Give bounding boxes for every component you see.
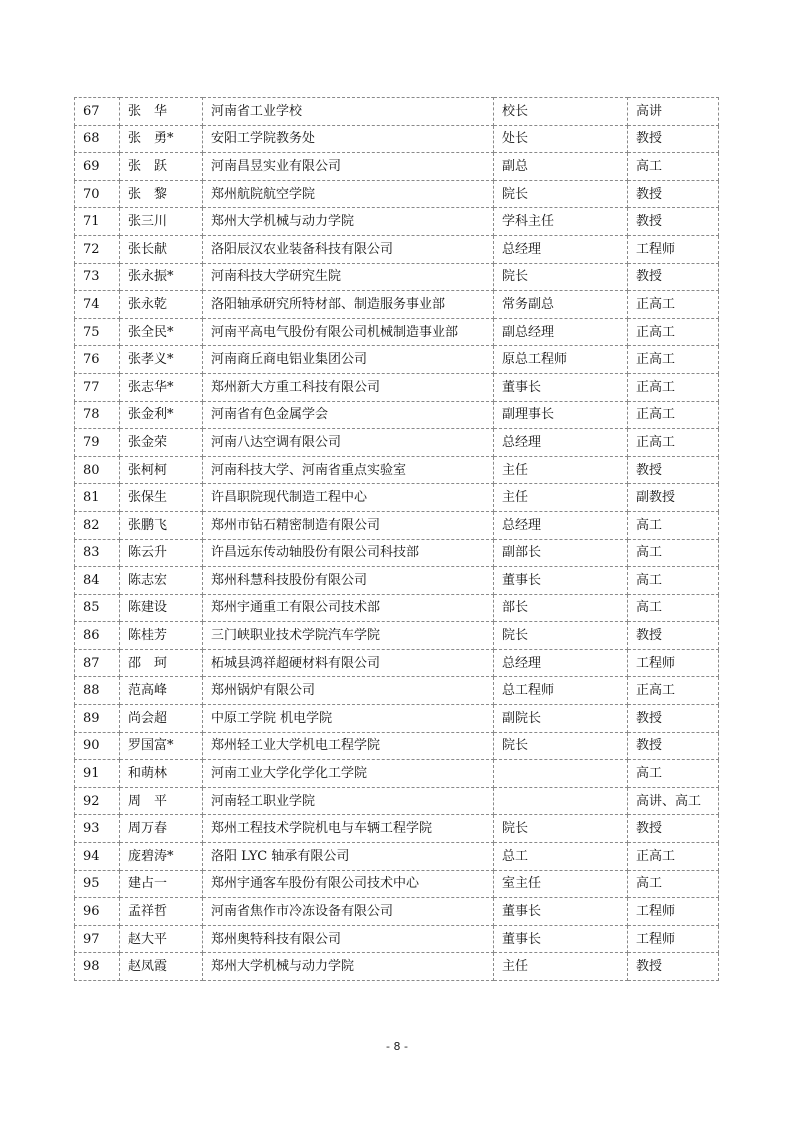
- row-number-cell: 87: [75, 649, 120, 677]
- person-name-cell: 赵凤霞: [120, 953, 203, 981]
- row-number-cell: 82: [75, 511, 120, 539]
- position-cell: 董事长: [494, 567, 628, 595]
- organization-cell: 郑州宇通客车股份有限公司技术中心: [203, 870, 494, 898]
- organization-cell: 河南轻工职业学院: [203, 787, 494, 815]
- table-row: [75, 622, 719, 650]
- table-row: [75, 373, 719, 401]
- person-name-cell: 周万春: [120, 815, 203, 843]
- table-row: [75, 263, 719, 291]
- table-row: [75, 456, 719, 484]
- person-name-cell: 陈桂芳: [120, 622, 203, 650]
- organization-cell: 河南商丘商电铝业集团公司: [203, 346, 494, 374]
- organization-cell: 郑州奥特科技有限公司: [203, 925, 494, 953]
- organization-cell: 安阳工学院教务处: [203, 125, 494, 153]
- row-number-cell: 71: [75, 208, 120, 236]
- professional-title-cell: 高工: [628, 567, 719, 595]
- person-name-cell: 周 平: [120, 787, 203, 815]
- professional-title-cell: 正高工: [628, 318, 719, 346]
- professional-title-cell: 副教授: [628, 484, 719, 512]
- table-row: [75, 539, 719, 567]
- person-name-cell: 张志华*: [120, 373, 203, 401]
- position-cell: 副院长: [494, 705, 628, 733]
- person-name-cell: 范高峰: [120, 677, 203, 705]
- member-table: [74, 97, 719, 981]
- table-row: [75, 291, 719, 319]
- organization-cell: 洛阳辰汉农业装备科技有限公司: [203, 235, 494, 263]
- professional-title-cell: 教授: [628, 815, 719, 843]
- row-number-cell: 86: [75, 622, 120, 650]
- table-row: [75, 649, 719, 677]
- person-name-cell: 陈志宏: [120, 567, 203, 595]
- position-cell: 主任: [494, 484, 628, 512]
- position-cell: 总经理: [494, 511, 628, 539]
- professional-title-cell: 正高工: [628, 677, 719, 705]
- position-cell: 常务副总: [494, 291, 628, 319]
- row-number-cell: 75: [75, 318, 120, 346]
- row-number-cell: 76: [75, 346, 120, 374]
- organization-cell: 柘城县鸿祥超硬材料有限公司: [203, 649, 494, 677]
- professional-title-cell: 正高工: [628, 291, 719, 319]
- person-name-cell: 张永乾: [120, 291, 203, 319]
- person-name-cell: 张保生: [120, 484, 203, 512]
- organization-cell: 河南省有色金属学会: [203, 401, 494, 429]
- row-number-cell: 95: [75, 870, 120, 898]
- table-row: [75, 98, 719, 126]
- organization-cell: 河南昌昱实业有限公司: [203, 153, 494, 181]
- person-name-cell: 张金利*: [120, 401, 203, 429]
- row-number-cell: 81: [75, 484, 120, 512]
- person-name-cell: 陈建设: [120, 594, 203, 622]
- organization-cell: 郑州轻工业大学机电工程学院: [203, 732, 494, 760]
- table-row: [75, 705, 719, 733]
- professional-title-cell: 教授: [628, 180, 719, 208]
- position-cell: 副理事长: [494, 401, 628, 429]
- person-name-cell: 张全民*: [120, 318, 203, 346]
- position-cell: 部长: [494, 594, 628, 622]
- table-row: [75, 843, 719, 871]
- position-cell: 董事长: [494, 373, 628, 401]
- professional-title-cell: 高工: [628, 594, 719, 622]
- position-cell: 副总经理: [494, 318, 628, 346]
- person-name-cell: 张长献: [120, 235, 203, 263]
- organization-cell: 郑州宇通重工有限公司技术部: [203, 594, 494, 622]
- organization-cell: 河南科技大学研究生院: [203, 263, 494, 291]
- professional-title-cell: 教授: [628, 125, 719, 153]
- professional-title-cell: 教授: [628, 953, 719, 981]
- organization-cell: 郑州工程技术学院机电与车辆工程学院: [203, 815, 494, 843]
- professional-title-cell: 教授: [628, 208, 719, 236]
- position-cell: 院长: [494, 180, 628, 208]
- table-row: [75, 208, 719, 236]
- organization-cell: 郑州科慧科技股份有限公司: [203, 567, 494, 595]
- person-name-cell: 孟祥哲: [120, 898, 203, 926]
- row-number-cell: 94: [75, 843, 120, 871]
- professional-title-cell: 正高工: [628, 373, 719, 401]
- table-row: [75, 898, 719, 926]
- person-name-cell: 张 勇*: [120, 125, 203, 153]
- row-number-cell: 91: [75, 760, 120, 788]
- professional-title-cell: 高讲: [628, 98, 719, 126]
- position-cell: 董事长: [494, 925, 628, 953]
- organization-cell: 河南科技大学、河南省重点实验室: [203, 456, 494, 484]
- table-row: [75, 677, 719, 705]
- position-cell: 主任: [494, 456, 628, 484]
- person-name-cell: 张三川: [120, 208, 203, 236]
- position-cell: 董事长: [494, 898, 628, 926]
- table-row: [75, 567, 719, 595]
- professional-title-cell: 高工: [628, 511, 719, 539]
- organization-cell: 郑州锅炉有限公司: [203, 677, 494, 705]
- organization-cell: 河南省焦作市冷冻设备有限公司: [203, 898, 494, 926]
- person-name-cell: 张永振*: [120, 263, 203, 291]
- person-name-cell: 罗国富*: [120, 732, 203, 760]
- table-row: [75, 180, 719, 208]
- professional-title-cell: 高讲、高工: [628, 787, 719, 815]
- professional-title-cell: 正高工: [628, 346, 719, 374]
- position-cell: 院长: [494, 622, 628, 650]
- professional-title-cell: 高工: [628, 760, 719, 788]
- person-name-cell: 赵大平: [120, 925, 203, 953]
- row-number-cell: 90: [75, 732, 120, 760]
- organization-cell: 中原工学院 机电学院: [203, 705, 494, 733]
- table-row: [75, 125, 719, 153]
- row-number-cell: 98: [75, 953, 120, 981]
- person-name-cell: 张鹏飞: [120, 511, 203, 539]
- organization-cell: 河南八达空调有限公司: [203, 429, 494, 457]
- row-number-cell: 79: [75, 429, 120, 457]
- position-cell: 学科主任: [494, 208, 628, 236]
- position-cell: 院长: [494, 815, 628, 843]
- person-name-cell: 张 跃: [120, 153, 203, 181]
- position-cell: 院长: [494, 732, 628, 760]
- table-row: [75, 153, 719, 181]
- position-cell: [494, 760, 628, 788]
- professional-title-cell: 工程师: [628, 898, 719, 926]
- row-number-cell: 96: [75, 898, 120, 926]
- organization-cell: 郑州新大方重工科技有限公司: [203, 373, 494, 401]
- table-row: [75, 815, 719, 843]
- table-row: [75, 346, 719, 374]
- table-row: [75, 870, 719, 898]
- professional-title-cell: 高工: [628, 870, 719, 898]
- table-row: [75, 318, 719, 346]
- professional-title-cell: 正高工: [628, 429, 719, 457]
- person-name-cell: 张 华: [120, 98, 203, 126]
- professional-title-cell: 教授: [628, 732, 719, 760]
- table-row: [75, 401, 719, 429]
- table-row: [75, 732, 719, 760]
- row-number-cell: 78: [75, 401, 120, 429]
- position-cell: 主任: [494, 953, 628, 981]
- person-name-cell: 陈云升: [120, 539, 203, 567]
- table-row: [75, 511, 719, 539]
- organization-cell: 郑州大学机械与动力学院: [203, 953, 494, 981]
- professional-title-cell: 工程师: [628, 925, 719, 953]
- professional-title-cell: 工程师: [628, 649, 719, 677]
- professional-title-cell: 高工: [628, 539, 719, 567]
- person-name-cell: 尚会超: [120, 705, 203, 733]
- table-row: [75, 925, 719, 953]
- row-number-cell: 68: [75, 125, 120, 153]
- position-cell: 原总工程师: [494, 346, 628, 374]
- row-number-cell: 85: [75, 594, 120, 622]
- position-cell: 处长: [494, 125, 628, 153]
- position-cell: 副总: [494, 153, 628, 181]
- position-cell: 室主任: [494, 870, 628, 898]
- person-name-cell: 庞碧涛*: [120, 843, 203, 871]
- professional-title-cell: 教授: [628, 622, 719, 650]
- professional-title-cell: 教授: [628, 705, 719, 733]
- organization-cell: 河南工业大学化学化工学院: [203, 760, 494, 788]
- organization-cell: 三门峡职业技术学院汽车学院: [203, 622, 494, 650]
- row-number-cell: 77: [75, 373, 120, 401]
- row-number-cell: 67: [75, 98, 120, 126]
- person-name-cell: 建占一: [120, 870, 203, 898]
- professional-title-cell: 高工: [628, 153, 719, 181]
- table-row: [75, 235, 719, 263]
- position-cell: 校长: [494, 98, 628, 126]
- table-row: [75, 484, 719, 512]
- row-number-cell: 84: [75, 567, 120, 595]
- row-number-cell: 83: [75, 539, 120, 567]
- professional-title-cell: 教授: [628, 456, 719, 484]
- row-number-cell: 93: [75, 815, 120, 843]
- row-number-cell: 88: [75, 677, 120, 705]
- position-cell: 总工: [494, 843, 628, 871]
- professional-title-cell: 正高工: [628, 401, 719, 429]
- table-row: [75, 953, 719, 981]
- table-row: [75, 594, 719, 622]
- professional-title-cell: 教授: [628, 263, 719, 291]
- row-number-cell: 72: [75, 235, 120, 263]
- person-name-cell: 张孝义*: [120, 346, 203, 374]
- row-number-cell: 74: [75, 291, 120, 319]
- person-name-cell: 张 黎: [120, 180, 203, 208]
- row-number-cell: 80: [75, 456, 120, 484]
- person-name-cell: 邵 珂: [120, 649, 203, 677]
- row-number-cell: 69: [75, 153, 120, 181]
- organization-cell: 许昌职院现代制造工程中心: [203, 484, 494, 512]
- table-row: [75, 760, 719, 788]
- page-number: - 8 -: [386, 1040, 408, 1053]
- position-cell: 总工程师: [494, 677, 628, 705]
- position-cell: 总经理: [494, 235, 628, 263]
- row-number-cell: 92: [75, 787, 120, 815]
- member-table-body: [75, 98, 719, 981]
- person-name-cell: 张金荣: [120, 429, 203, 457]
- organization-cell: 洛阳轴承研究所特材部、制造服务事业部: [203, 291, 494, 319]
- row-number-cell: 70: [75, 180, 120, 208]
- position-cell: 总经理: [494, 429, 628, 457]
- table-row: [75, 787, 719, 815]
- row-number-cell: 97: [75, 925, 120, 953]
- position-cell: 总经理: [494, 649, 628, 677]
- organization-cell: 许昌远东传动轴股份有限公司科技部: [203, 539, 494, 567]
- organization-cell: 郑州大学机械与动力学院: [203, 208, 494, 236]
- position-cell: [494, 787, 628, 815]
- organization-cell: 郑州市钻石精密制造有限公司: [203, 511, 494, 539]
- person-name-cell: 张柯柯: [120, 456, 203, 484]
- position-cell: 副部长: [494, 539, 628, 567]
- organization-cell: 河南平高电气股份有限公司机械制造事业部: [203, 318, 494, 346]
- row-number-cell: 89: [75, 705, 120, 733]
- row-number-cell: 73: [75, 263, 120, 291]
- organization-cell: 郑州航院航空学院: [203, 180, 494, 208]
- person-name-cell: 和萌林: [120, 760, 203, 788]
- table-row: [75, 429, 719, 457]
- professional-title-cell: 正高工: [628, 843, 719, 871]
- professional-title-cell: 工程师: [628, 235, 719, 263]
- organization-cell: 河南省工业学校: [203, 98, 494, 126]
- organization-cell: 洛阳 LYC 轴承有限公司: [203, 843, 494, 871]
- position-cell: 院长: [494, 263, 628, 291]
